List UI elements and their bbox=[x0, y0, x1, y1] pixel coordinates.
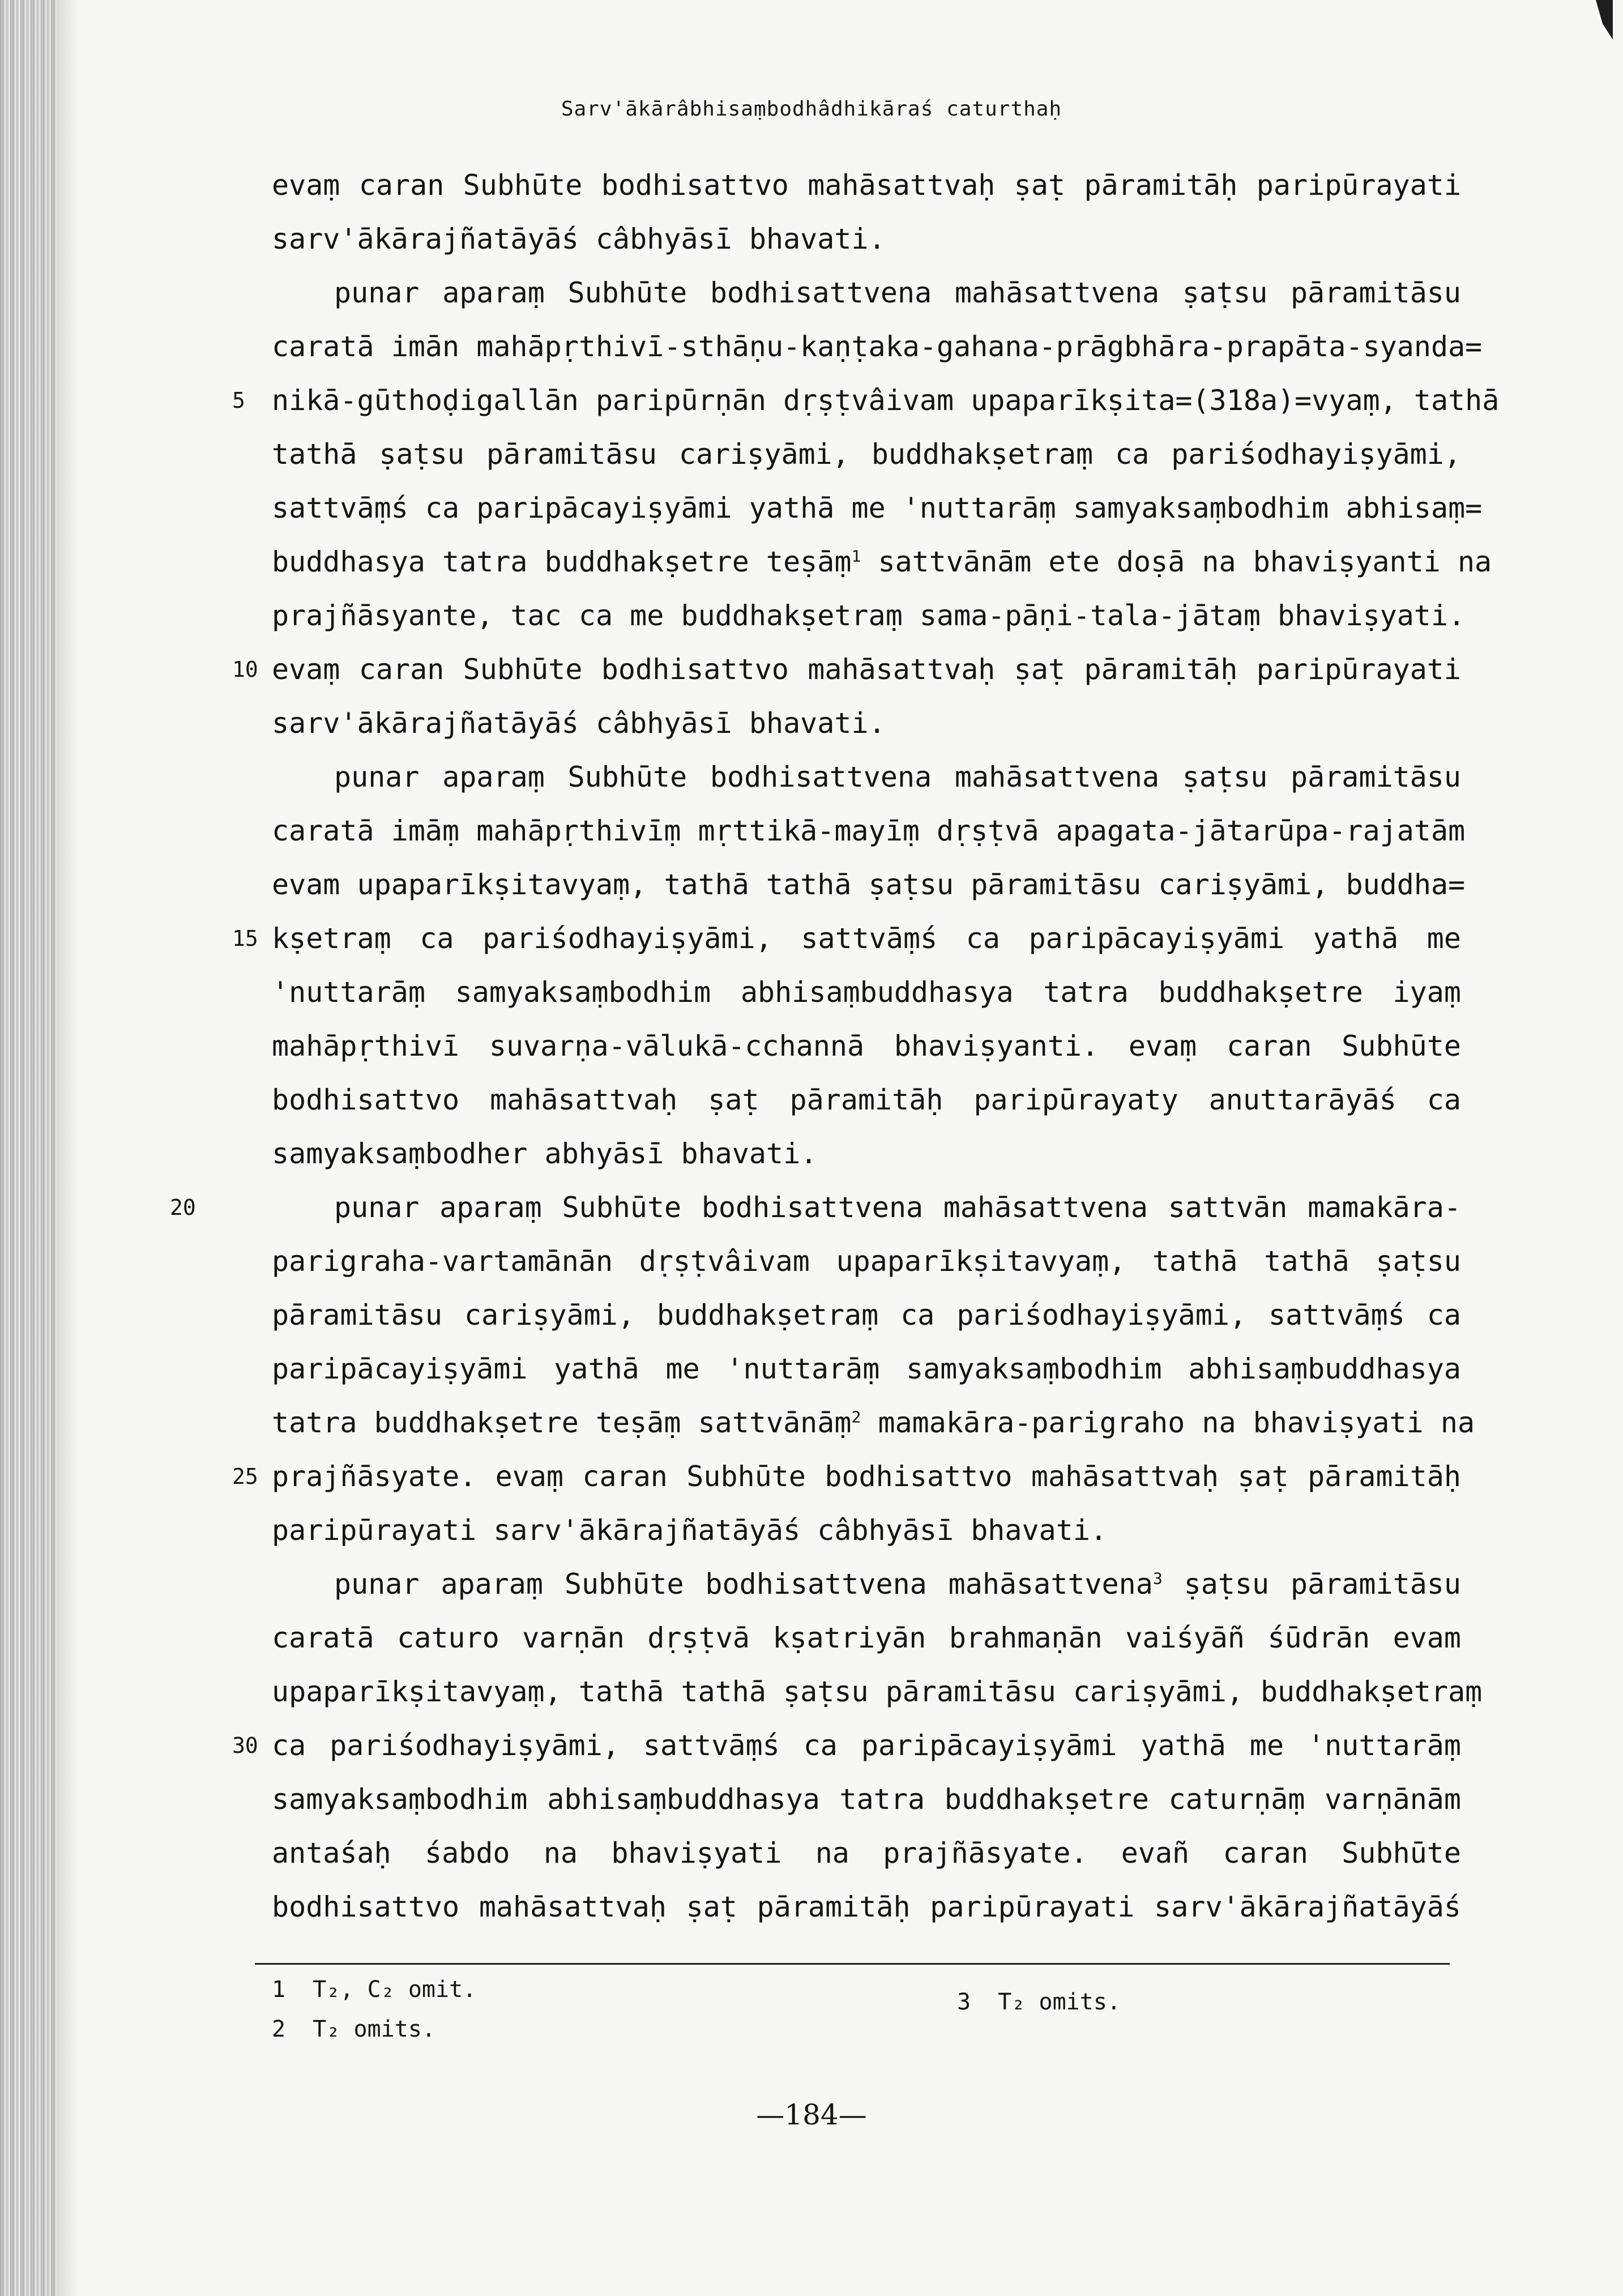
text-line bbox=[170, 1181, 1461, 1235]
text-line bbox=[272, 1127, 1461, 1181]
line-number: 20 bbox=[170, 1195, 196, 1220]
line-text: caratā imān mahāpṛthivī-sthāṇu-kaṇṭaka-gahana-prāgbhāra-prapāta-syanda= bbox=[272, 330, 1483, 363]
text-line bbox=[272, 750, 1461, 804]
line-text: prajñāsyante, tac ca me buddhakṣetraṃ sama-pāṇi-tala-jātaṃ bhaviṣyati. bbox=[272, 599, 1466, 632]
line-text: evaṃ caran Subhūte bodhisattvo mahāsattvaḥ ṣaṭ pāramitāḥ paripūrayati bbox=[272, 169, 1461, 202]
line-text: punar aparaṃ Subhūte bodhisattvena mahāsattvena ṣaṭsu pāramitāsu bbox=[334, 761, 1461, 793]
line-text-continued: sattvānām ete doṣā na bhaviṣyanti na bbox=[861, 545, 1492, 578]
text-line bbox=[232, 1719, 1461, 1773]
text-line bbox=[272, 1396, 1475, 1450]
line-text: tathā ṣaṭsu pāramitāsu cariṣyāmi, buddhakṣetraṃ ca pariśodhayiṣyāmi, bbox=[272, 438, 1461, 471]
line-text: bodhisattvo mahāsattvaḥ ṣaṭ pāramitāḥ paripūrayaty anuttarāyāś ca bbox=[272, 1083, 1461, 1116]
text-line bbox=[232, 643, 1461, 697]
line-text: punar aparaṃ Subhūte bodhisattvena mahāsattvena bbox=[334, 1568, 1153, 1601]
line-text: buddhasya tatra buddhakṣetre teṣāṃ bbox=[272, 545, 852, 578]
text-line bbox=[272, 1073, 1461, 1127]
line-text: samyaksaṃbodher abhyāsī bhavati. bbox=[272, 1137, 818, 1170]
footnote-rule bbox=[255, 1963, 1450, 1965]
running-header: Sarv'ākārâbhisaṃbodhâdhikāraś caturthaḥ bbox=[561, 97, 1062, 121]
text-line bbox=[272, 212, 1461, 266]
line-number: 5 bbox=[232, 388, 245, 413]
text-line bbox=[272, 1773, 1461, 1826]
footnote-3 bbox=[957, 1989, 1121, 2015]
footnote-number: 2 bbox=[272, 2016, 286, 2042]
text-line bbox=[232, 374, 1500, 428]
line-text: ca pariśodhayiṣyāmi, sattvāṃś ca paripācayiṣyāmi yathā me 'nuttarāṃ bbox=[272, 1729, 1461, 1762]
text-line bbox=[272, 535, 1492, 589]
line-text: kṣetraṃ ca pariśodhayiṣyāmi, sattvāṃś ca paripācayiṣyāmi yathā me bbox=[272, 922, 1461, 955]
scan-binding-shadow bbox=[57, 0, 79, 2296]
text-line bbox=[272, 1557, 1461, 1611]
text-line bbox=[272, 966, 1461, 1019]
text-line bbox=[272, 1019, 1461, 1073]
text-line bbox=[272, 1235, 1461, 1288]
footnote-ref: 1 bbox=[851, 547, 861, 566]
footnote-2 bbox=[272, 2016, 435, 2042]
footnote-text: T₂ omits. bbox=[313, 2016, 436, 2042]
footnote-text: T₂, C₂ omit. bbox=[313, 1977, 477, 2003]
line-text: nikā-gūthoḍigallān paripūrṇān dṛṣṭvâivam upaparīkṣita=(318a)=vyaṃ, tathā bbox=[272, 384, 1500, 417]
line-text: sarv'ākārajñatāyāś câbhyāsī bhavati. bbox=[272, 223, 886, 255]
scan-binding-edge bbox=[0, 0, 57, 2296]
line-text: parigraha-vartamānān dṛṣṭvâivam upaparīkṣitavyaṃ, tathā tathā ṣaṭsu bbox=[272, 1245, 1461, 1278]
line-text: mahāpṛthivī suvarṇa-vālukā-cchannā bhaviṣyanti. evaṃ caran Subhūte bbox=[272, 1030, 1461, 1062]
line-text: punar aparaṃ Subhūte bodhisattvena mahāsattvena ṣaṭsu pāramitāsu bbox=[334, 276, 1461, 309]
text-line bbox=[272, 428, 1461, 481]
text-line bbox=[272, 266, 1461, 320]
text-line bbox=[272, 1665, 1483, 1719]
line-text-continued: mamakāra-parigraho na bhaviṣyati na bbox=[861, 1406, 1475, 1439]
text-line bbox=[272, 1826, 1461, 1880]
line-text: 'nuttarāṃ samyaksaṃbodhim abhisaṃbuddhasya tatra buddhakṣetre iyaṃ bbox=[272, 976, 1461, 1009]
text-line bbox=[272, 1342, 1461, 1396]
footnote-ref: 2 bbox=[851, 1407, 861, 1427]
line-text: punar aparaṃ Subhūte bodhisattvena mahāsattvena sattvān mamakāra- bbox=[334, 1191, 1461, 1224]
line-text: evam upaparīkṣitavyaṃ, tathā tathā ṣaṭsu pāramitāsu cariṣyāmi, buddha= bbox=[272, 868, 1466, 901]
line-text: prajñāsyate. evaṃ caran Subhūte bodhisattvo mahāsattvaḥ ṣaṭ pāramitāḥ bbox=[272, 1460, 1461, 1493]
page-number: —184— bbox=[756, 2098, 867, 2131]
text-line bbox=[272, 1611, 1461, 1665]
footnote-1 bbox=[272, 1977, 476, 2003]
line-text: paripācayiṣyāmi yathā me 'nuttarāṃ samyaksaṃbodhim abhisaṃbuddhasya bbox=[272, 1352, 1461, 1385]
line-text: bodhisattvo mahāsattvaḥ ṣaṭ pāramitāḥ paripūrayati sarv'ākārajñatāyāś bbox=[272, 1890, 1461, 1923]
line-text-continued: ṣaṭsu pāramitāsu bbox=[1162, 1568, 1461, 1601]
footnote-ref: 3 bbox=[1152, 1569, 1163, 1588]
line-text: sarv'ākārajñatāyāś câbhyāsī bhavati. bbox=[272, 707, 886, 740]
text-line bbox=[272, 589, 1466, 643]
text-line bbox=[232, 1450, 1461, 1504]
text-line bbox=[232, 912, 1461, 966]
text-line bbox=[272, 858, 1466, 912]
text-line bbox=[272, 320, 1483, 374]
line-number: 15 bbox=[232, 926, 258, 951]
scan-corner-mark bbox=[1596, 0, 1613, 40]
line-text: upaparīkṣitavyaṃ, tathā tathā ṣaṭsu pāramitāsu cariṣyāmi, buddhakṣetraṃ bbox=[272, 1675, 1483, 1708]
line-text: samyaksaṃbodhim abhisaṃbuddhasya tatra buddhakṣetre caturṇāṃ varṇānām bbox=[272, 1783, 1461, 1816]
text-line bbox=[272, 1880, 1461, 1934]
text-line bbox=[272, 481, 1483, 535]
line-text: antaśaḥ śabdo na bhaviṣyati na prajñāsyate. evañ caran Subhūte bbox=[272, 1837, 1461, 1870]
line-number: 30 bbox=[232, 1733, 258, 1758]
body-text bbox=[170, 159, 1500, 1934]
line-number: 25 bbox=[232, 1464, 258, 1489]
line-number: 10 bbox=[232, 657, 258, 682]
footnote-text: T₂ omits. bbox=[998, 1989, 1121, 2015]
line-text: paripūrayati sarv'ākārajñatāyāś câbhyāsī bhavati. bbox=[272, 1514, 1108, 1547]
line-text: sattvāṃś ca paripācayiṣyāmi yathā me 'nuttarāṃ samyaksaṃbodhim abhisaṃ= bbox=[272, 492, 1483, 524]
line-text: caratā imāṃ mahāpṛthivīṃ mṛttikā-mayīṃ dṛṣṭvā apagata-jātarūpa-rajatām bbox=[272, 814, 1466, 847]
line-text: evaṃ caran Subhūte bodhisattvo mahāsattvaḥ ṣaṭ pāramitāḥ paripūrayati bbox=[272, 653, 1461, 686]
text-line bbox=[272, 697, 1461, 750]
footnote-number: 1 bbox=[272, 1977, 286, 2003]
line-text: tatra buddhakṣetre teṣāṃ sattvānāṃ bbox=[272, 1406, 852, 1439]
text-line bbox=[272, 159, 1461, 212]
text-line bbox=[272, 1288, 1461, 1342]
text-line bbox=[272, 1504, 1461, 1557]
line-text: caratā caturo varṇān dṛṣṭvā kṣatriyān brahmaṇān vaiśyāñ śūdrān evam bbox=[272, 1621, 1461, 1654]
footnote-number: 3 bbox=[957, 1989, 971, 2015]
line-text: pāramitāsu cariṣyāmi, buddhakṣetraṃ ca pariśodhayiṣyāmi, sattvāṃś ca bbox=[272, 1299, 1461, 1331]
text-line bbox=[272, 804, 1466, 858]
